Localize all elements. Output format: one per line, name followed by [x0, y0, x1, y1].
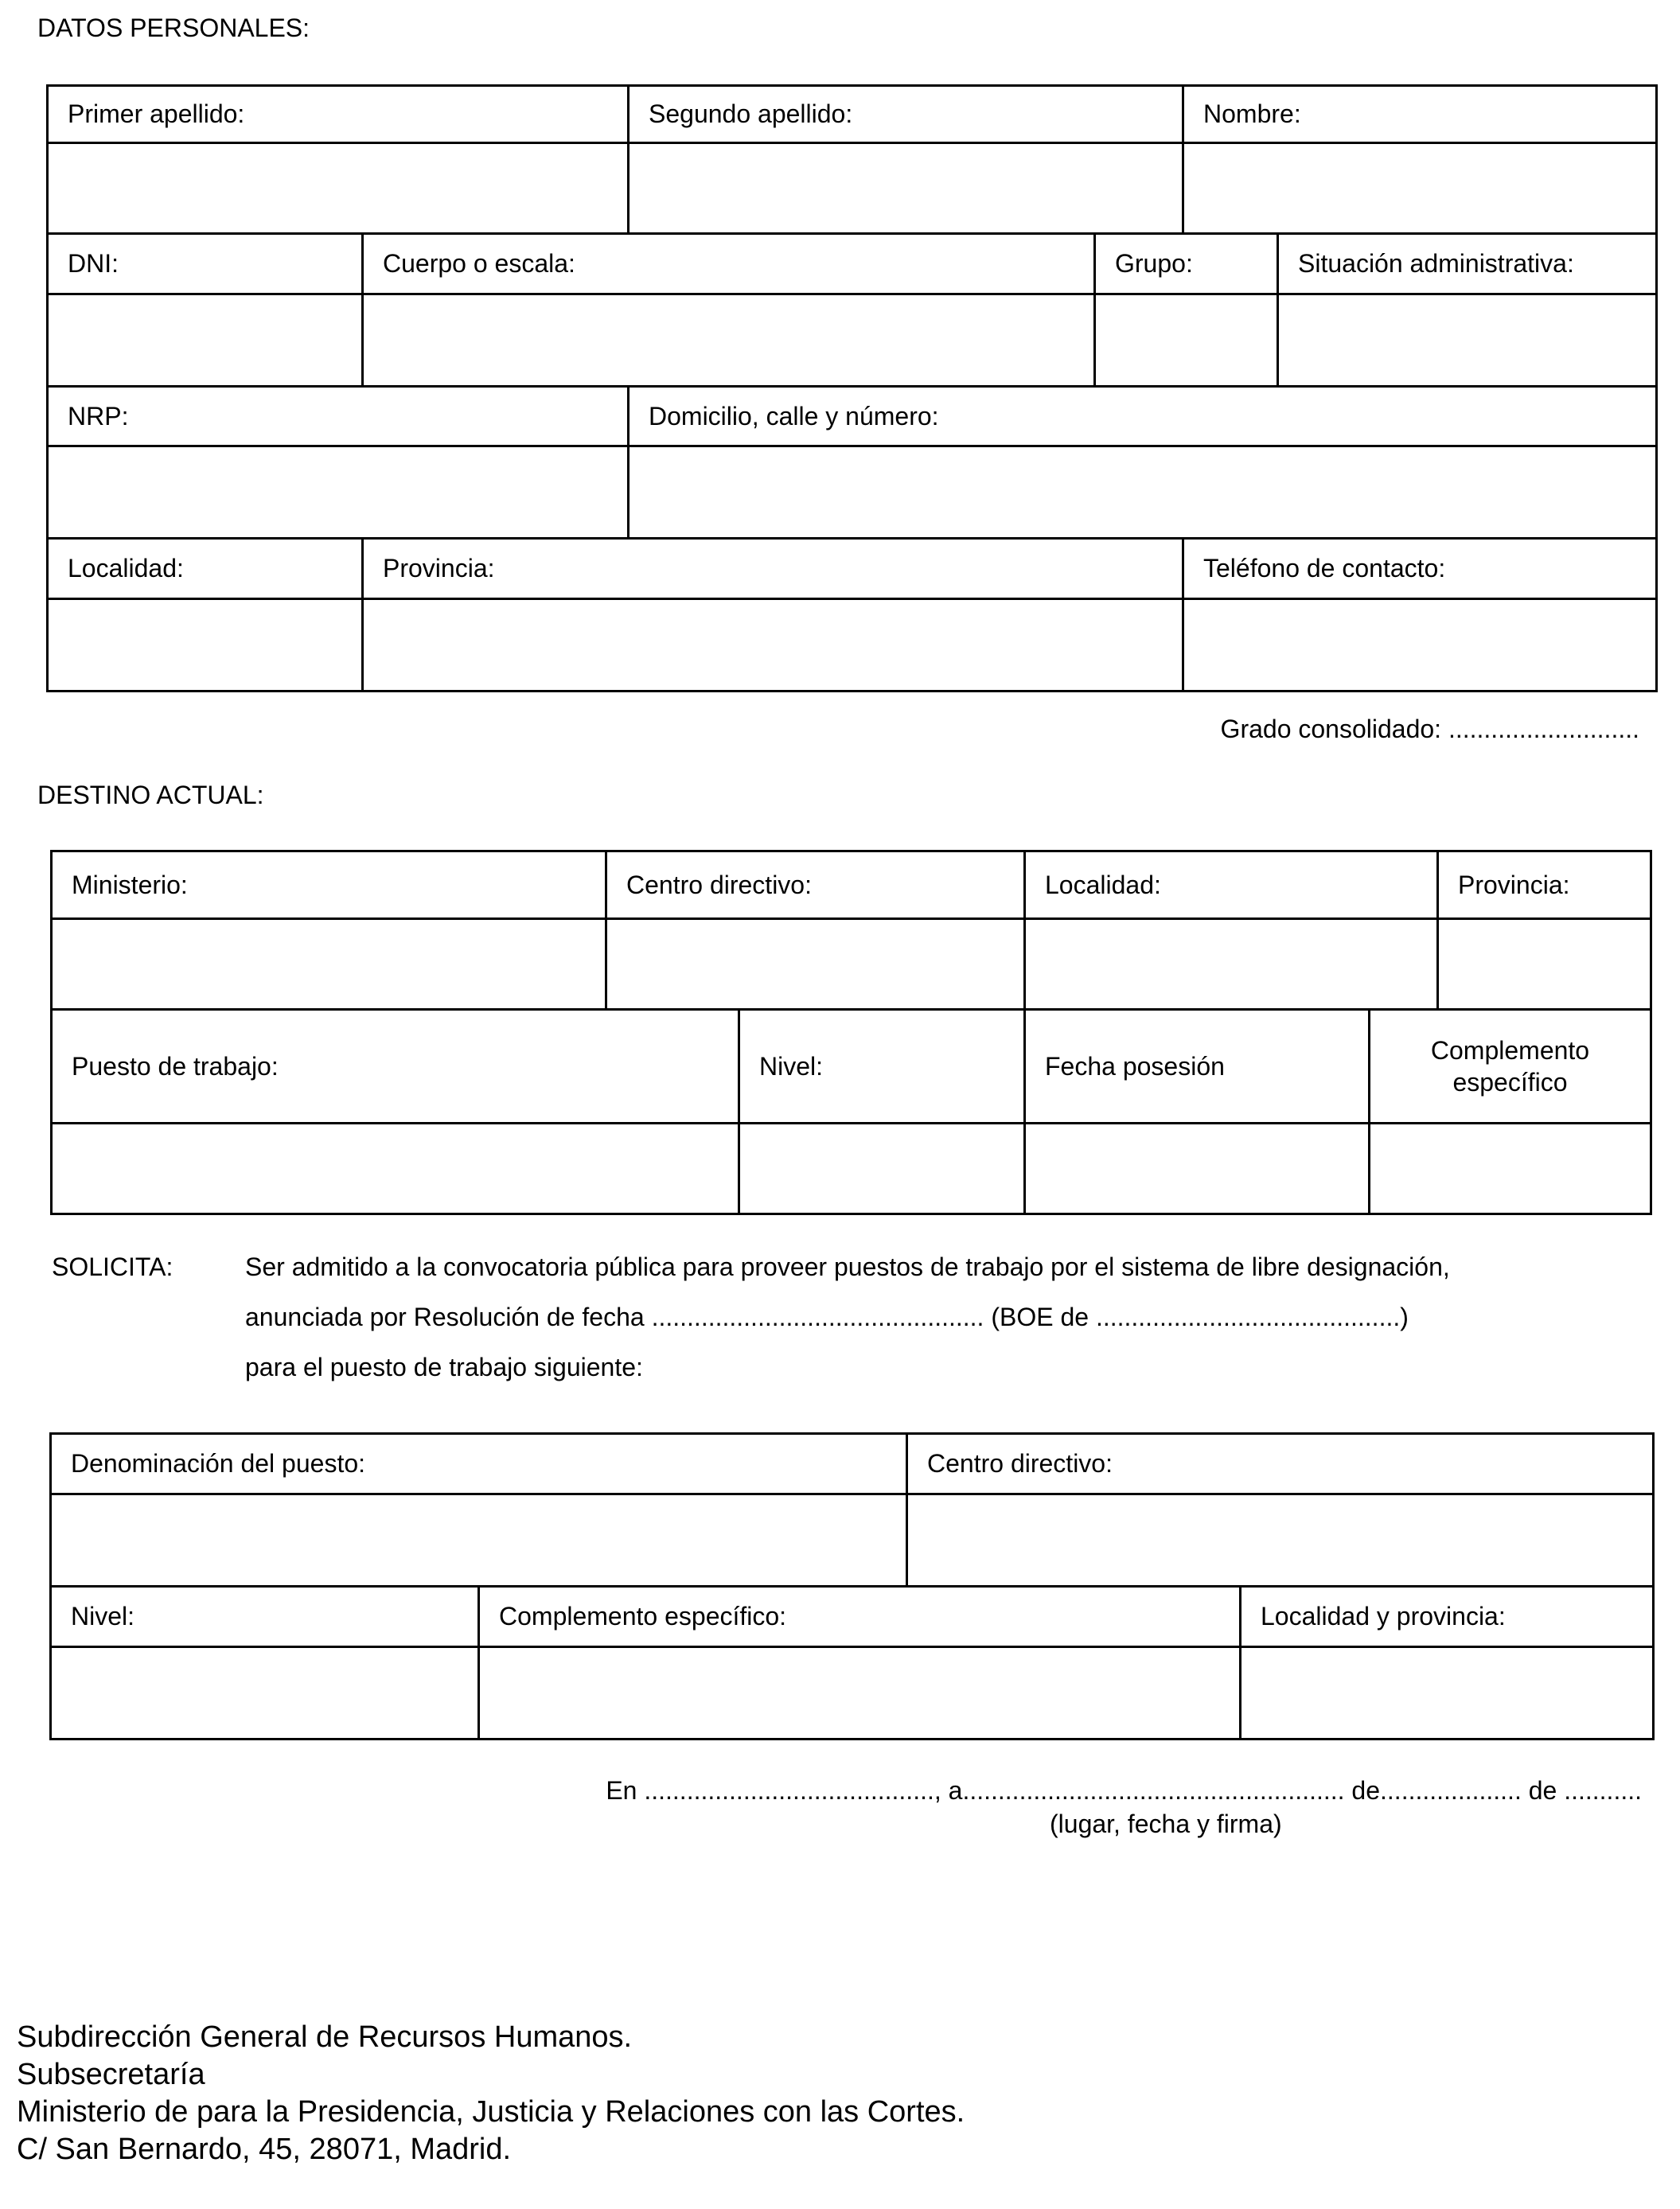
puesto-field[interactable]: [53, 1124, 740, 1215]
label-centro-directivo: Centro directivo:: [908, 1435, 1655, 1495]
complemento-field[interactable]: [480, 1648, 1241, 1740]
complemento-field[interactable]: [1370, 1124, 1652, 1215]
solicita-line: Ser admitido a la convocatoria pública para proveer puestos de trabajo por el sistema de libre designación,: [245, 1253, 1450, 1281]
label-ministerio: Ministerio:: [53, 852, 607, 920]
denominacion-field[interactable]: [52, 1495, 908, 1588]
signature-line: En ........................................., a...................................................... de.................... de ...........: [606, 1776, 1642, 1805]
footer-line: C/ San Bernardo, 45, 28071, Madrid.: [17, 2133, 512, 2166]
label-fecha-posesion: Fecha posesión: [1026, 1011, 1370, 1124]
label-segundo-apellido: Segundo apellido:: [630, 87, 1184, 144]
provincia-field[interactable]: [1439, 920, 1652, 1011]
label-localidad-provincia: Localidad y provincia:: [1241, 1588, 1655, 1648]
centro-directivo-field[interactable]: [908, 1495, 1655, 1588]
footer-line: Subdirección General de Recursos Humanos.: [17, 2020, 633, 2054]
label-situacion: Situación administrativa:: [1279, 235, 1658, 295]
localidad-field[interactable]: [49, 600, 364, 692]
personal-data-table: [46, 84, 1658, 692]
label-primer-apellido: Primer apellido:: [49, 87, 630, 144]
section-heading-personal: DATOS PERSONALES:: [37, 14, 310, 42]
situacion-field[interactable]: [1279, 295, 1658, 388]
label-complemento: Complemento específico:: [480, 1588, 1241, 1648]
fecha-posesion-field[interactable]: [1026, 1124, 1370, 1215]
localidad-provincia-field[interactable]: [1241, 1648, 1655, 1740]
segundo-apellido-field[interactable]: [630, 144, 1184, 235]
label-provincia: Provincia:: [364, 540, 1184, 600]
label-nrp: NRP:: [49, 388, 630, 447]
puesto-solicitado-table: [49, 1432, 1655, 1740]
signature-caption: (lugar, fecha y firma): [1050, 1810, 1282, 1838]
nombre-field[interactable]: [1184, 144, 1658, 235]
nrp-field[interactable]: [49, 447, 630, 540]
label-puesto: Puesto de trabajo:: [53, 1011, 740, 1124]
label-provincia: Provincia:: [1439, 852, 1652, 920]
label-denominacion: Denominación del puesto:: [52, 1435, 908, 1495]
label-grupo: Grupo:: [1096, 235, 1279, 295]
solicita-line: para el puesto de trabajo siguiente:: [245, 1353, 643, 1381]
footer-address: [17, 2019, 965, 2168]
footer-line: Ministerio de para la Presidencia, Justicia y Relaciones con las Cortes.: [17, 2095, 965, 2129]
ministerio-field[interactable]: [53, 920, 607, 1011]
destino-table: [50, 850, 1652, 1215]
domicilio-field[interactable]: [630, 447, 1658, 540]
label-nombre: Nombre:: [1184, 87, 1658, 144]
label-telefono: Teléfono de contacto:: [1184, 540, 1658, 600]
provincia-field[interactable]: [364, 600, 1184, 692]
dni-field[interactable]: [49, 295, 364, 388]
nivel-field[interactable]: [52, 1648, 480, 1740]
telefono-field[interactable]: [1184, 600, 1658, 692]
label-dni: DNI:: [49, 235, 364, 295]
label-nivel: Nivel:: [740, 1011, 1026, 1124]
label-localidad: Localidad:: [49, 540, 364, 600]
nivel-field[interactable]: [740, 1124, 1026, 1215]
solicita-line: anunciada por Resolución de fecha ............................................... (BOE de ...........................................): [245, 1303, 1409, 1331]
solicita-label: SOLICITA:: [52, 1253, 173, 1281]
label-centro-directivo: Centro directivo:: [607, 852, 1026, 920]
label-cuerpo: Cuerpo o escala:: [364, 235, 1096, 295]
label-nivel: Nivel:: [52, 1588, 480, 1648]
label-domicilio: Domicilio, calle y número:: [630, 388, 1658, 447]
label-localidad: Localidad:: [1026, 852, 1439, 920]
grado-consolidado: Grado consolidado: ...........................: [1220, 715, 1639, 743]
centro-directivo-field[interactable]: [607, 920, 1026, 1011]
cuerpo-field[interactable]: [364, 295, 1096, 388]
primer-apellido-field[interactable]: [49, 144, 630, 235]
localidad-field[interactable]: [1026, 920, 1439, 1011]
section-heading-destino: DESTINO ACTUAL:: [37, 781, 264, 809]
footer-line: Subsecretaría: [17, 2058, 205, 2091]
label-complemento: Complemento específico: [1370, 1011, 1652, 1124]
grupo-field[interactable]: [1096, 295, 1279, 388]
